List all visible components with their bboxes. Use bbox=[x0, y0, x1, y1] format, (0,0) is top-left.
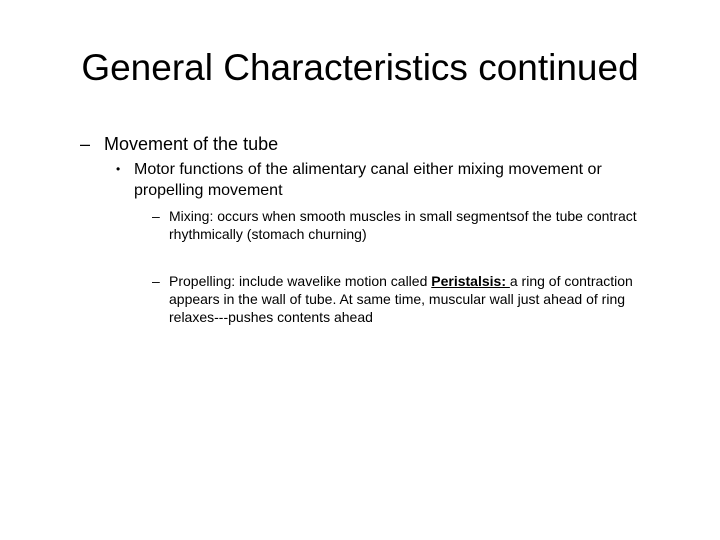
dash-marker: – bbox=[152, 273, 160, 289]
propelling-suffix: a ring of contraction appears in the wall of tube. At same time, muscular wall just ahead of ring relaxes---pushes contents ahead bbox=[169, 273, 633, 325]
propelling-prefix: Propelling: include wavelike motion called bbox=[169, 273, 432, 289]
slide-title: General Characteristics continued bbox=[81, 47, 639, 88]
bullet-level2-text: Motor functions of the alimentary canal either mixing movement or propelling movement bbox=[134, 161, 602, 199]
bullet-level3-propelling-text bbox=[169, 272, 669, 326]
bullet-marker: • bbox=[116, 162, 121, 176]
dash-marker: – bbox=[80, 134, 91, 154]
peristalsis-term: Peristalsis: bbox=[431, 273, 510, 289]
dash-marker: – bbox=[152, 208, 160, 224]
bullet-level3-mixing-text: Mixing: occurs when smooth muscles in small segmentsof the tube contract rhythmically (stomach churning) bbox=[169, 208, 637, 242]
bullet-level1-text: Movement of the tube bbox=[104, 134, 279, 154]
